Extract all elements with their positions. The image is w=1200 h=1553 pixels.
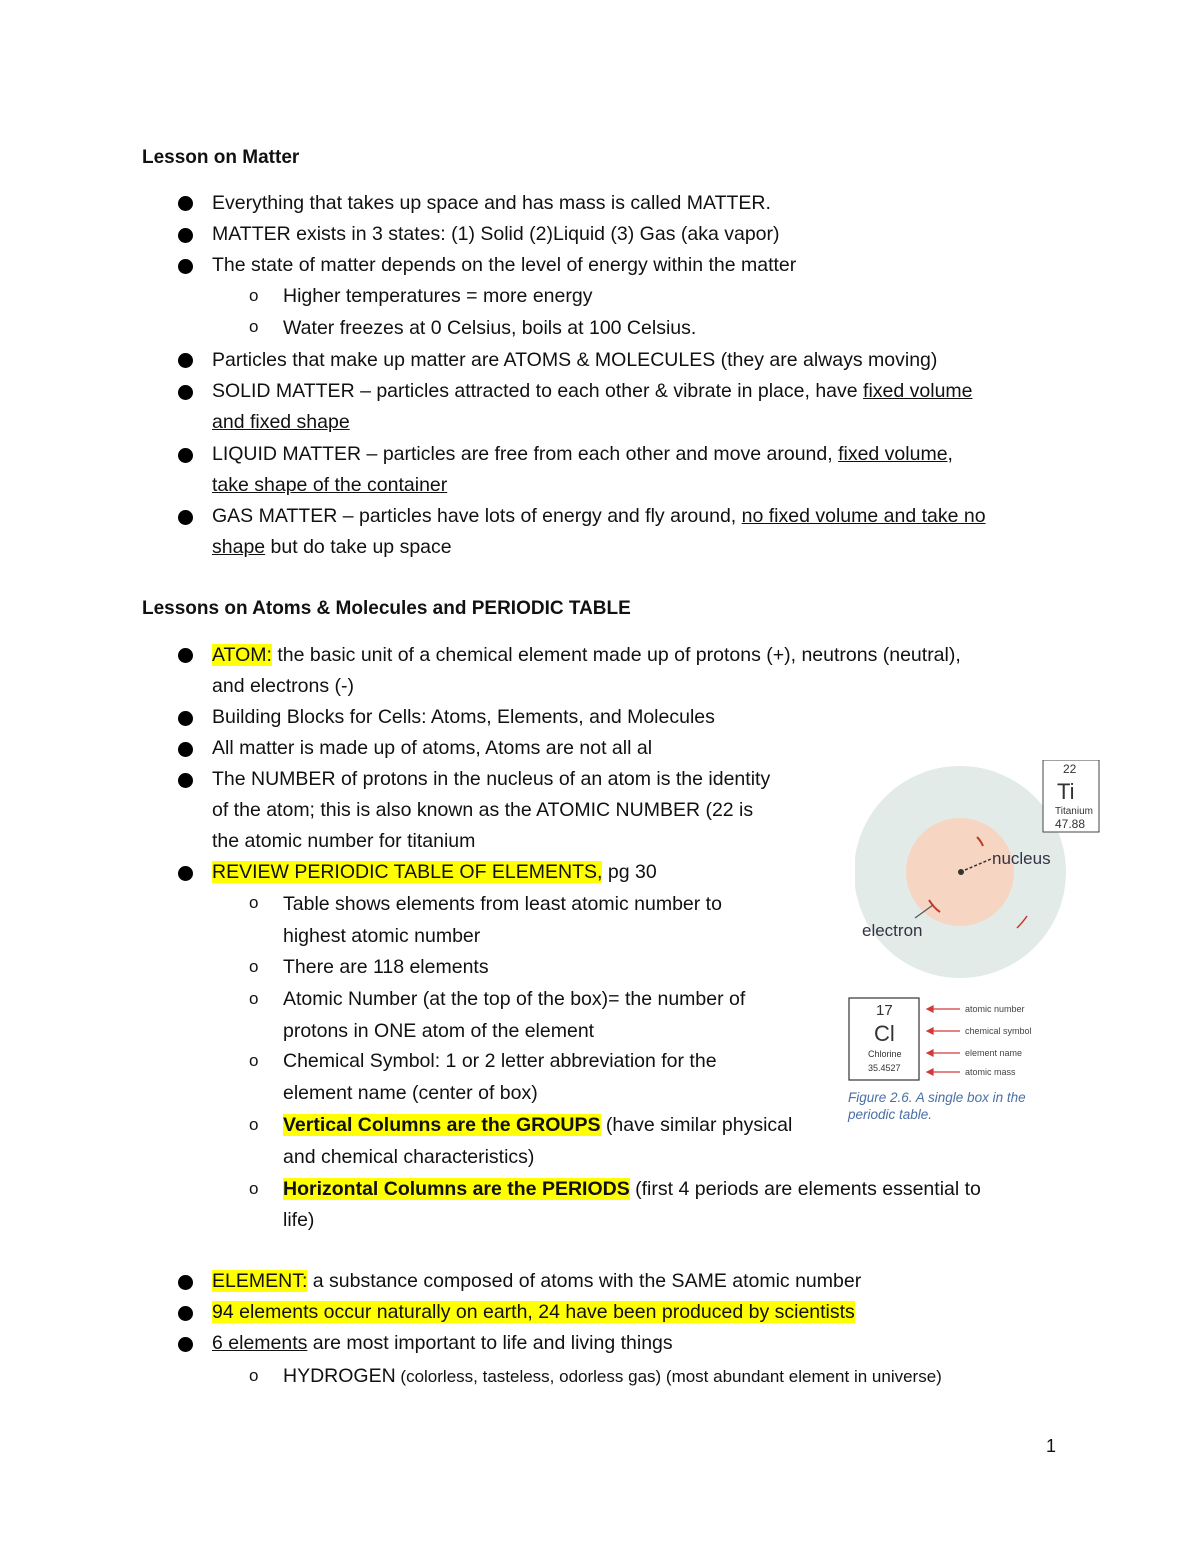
underlined-text: take shape of the container — [212, 474, 448, 496]
ti-symbol: Ti — [1057, 779, 1075, 804]
electron-label: electron — [862, 921, 923, 940]
list-item — [212, 504, 986, 528]
text-run: (first 4 periods are elements essential to — [629, 1178, 981, 1200]
list-item — [212, 1331, 673, 1355]
sub-list-item-continuation: highest atomic number — [283, 925, 481, 947]
sub-list-item — [283, 1177, 981, 1201]
label-chemical-symbol: chemical symbol — [965, 1026, 1032, 1036]
sub-list-item-continuation: and chemical characteristics) — [283, 1146, 535, 1168]
list-item: The state of matter depends on the level of energy within the matter — [212, 254, 797, 276]
section-heading-atoms: Lessons on Atoms & Molecules and PERIODIC TABLE — [142, 598, 631, 619]
list-item — [212, 860, 657, 884]
highlighted-text: ELEMENT: — [212, 1270, 308, 1292]
underlined-text: fixed volume, — [838, 443, 953, 465]
sub-list-item: There are 118 elements — [283, 956, 489, 978]
list-item-continuation — [212, 535, 452, 559]
atom-diagram — [855, 760, 1105, 980]
list-item — [212, 442, 953, 466]
bullet-dot — [178, 773, 193, 788]
cl-atomic-number: 17 — [876, 1002, 893, 1019]
highlighted-text: 94 elements occur naturally on earth, 24 have been produced by scientists — [212, 1301, 855, 1323]
sub-list-item — [283, 1113, 792, 1137]
sub-list-item: Atomic Number (at the top of the box)= the number of — [283, 988, 746, 1010]
sub-bullet-circle: o — [249, 893, 259, 912]
bullet-dot — [178, 711, 193, 726]
list-item-continuation: the atomic number for titanium — [212, 830, 476, 852]
sub-list-item-continuation: life) — [283, 1209, 315, 1231]
sub-bullet-circle: o — [249, 317, 259, 336]
list-item: Particles that make up matter are ATOMS & MOLECULES (they are always moving) — [212, 349, 938, 371]
bullet-dot — [178, 196, 193, 211]
sub-list-item: Higher temperatures = more energy — [283, 285, 593, 307]
underlined-text: and fixed shape — [212, 411, 350, 433]
text-run: (have similar physical — [600, 1114, 793, 1136]
figure-caption — [848, 1089, 1026, 1123]
text-run: SOLID MATTER – particles attracted to each other & vibrate in place, have — [212, 380, 864, 402]
bullet-dot — [178, 1275, 193, 1290]
sub-bullet-circle: o — [249, 1115, 259, 1134]
sub-list-item: Chemical Symbol: 1 or 2 letter abbreviation for the — [283, 1050, 717, 1072]
text-run: GAS MATTER – particles have lots of energy and fly around, — [212, 505, 742, 527]
list-item: The NUMBER of protons in the nucleus of an atom is the identity — [212, 768, 771, 790]
list-item — [212, 379, 973, 403]
list-item: Everything that takes up space and has mass is called MATTER. — [212, 192, 771, 214]
bullet-dot — [178, 1306, 193, 1321]
bullet-dot — [178, 228, 193, 243]
caption-line: Figure 2.6. A single box in the — [848, 1090, 1026, 1105]
text-run: a substance composed of atoms with the SAME atomic number — [307, 1270, 862, 1292]
arrowhead-icon — [927, 1069, 933, 1075]
caption-line: periodic table. — [848, 1107, 933, 1122]
bullet-dot — [178, 259, 193, 274]
nucleus-dot — [958, 869, 964, 875]
element-box-diagram — [848, 997, 1038, 1082]
bullet-dot — [178, 385, 193, 400]
text-run: LIQUID MATTER – particles are free from each other and move around, — [212, 443, 839, 465]
sub-bullet-circle: o — [249, 989, 259, 1008]
list-item — [212, 1269, 861, 1293]
list-item — [212, 1300, 855, 1324]
text-run: are most important to life and living things — [307, 1332, 673, 1354]
list-item — [212, 643, 961, 667]
sub-bullet-circle: o — [249, 957, 259, 976]
bullet-dot — [178, 510, 193, 525]
highlighted-text: Horizontal Columns are the PERIODS — [283, 1178, 630, 1200]
bullet-dot — [178, 448, 193, 463]
list-item-continuation — [212, 473, 447, 497]
sub-bullet-circle: o — [249, 1366, 259, 1385]
cl-mass: 35.4527 — [868, 1063, 901, 1073]
sub-list-item-continuation: element name (center of box) — [283, 1082, 538, 1104]
text-run: pg 30 — [602, 861, 657, 883]
ti-atomic-number: 22 — [1063, 762, 1077, 776]
list-item: MATTER exists in 3 states: (1) Solid (2)Liquid (3) Gas (aka vapor) — [212, 223, 780, 245]
bullet-dot — [178, 1337, 193, 1352]
list-item-continuation — [212, 410, 350, 434]
underlined-text: shape — [212, 536, 266, 558]
highlighted-text: ATOM: — [212, 644, 272, 666]
sub-list-item-continuation: protons in ONE atom of the element — [283, 1020, 595, 1042]
sub-bullet-circle: o — [249, 286, 259, 305]
arrowhead-icon — [927, 1050, 933, 1056]
list-item: All matter is made up of atoms, Atoms are not all al — [212, 737, 653, 759]
sub-bullet-circle: o — [249, 1179, 259, 1198]
text-run: the basic unit of a chemical element made up of protons (+), neutrons (neutral), — [271, 644, 961, 666]
nucleus-label: nucleus — [992, 849, 1051, 868]
arrowhead-icon — [927, 1006, 933, 1012]
bullet-dot — [178, 648, 193, 663]
underlined-text: no fixed volume and take no — [741, 505, 986, 527]
bullet-dot — [178, 866, 193, 881]
arrowhead-icon — [927, 1028, 933, 1034]
underlined-text: 6 elements — [212, 1332, 308, 1354]
highlighted-text: Vertical Columns are the GROUPS — [283, 1114, 601, 1136]
sub-list-item: Table shows elements from least atomic number to — [283, 893, 722, 915]
page-number: 1 — [1046, 1436, 1057, 1456]
label-atomic-mass: atomic mass — [965, 1067, 1016, 1077]
sub-list-item: Water freezes at 0 Celsius, boils at 100 Celsius. — [283, 317, 697, 339]
list-item-continuation: of the atom; this is also known as the ATOMIC NUMBER (22 is — [212, 799, 754, 821]
highlighted-text: REVIEW PERIODIC TABLE OF ELEMENTS, — [212, 861, 603, 883]
list-item-continuation: and electrons (-) — [212, 675, 354, 697]
label-element-name: element name — [965, 1048, 1023, 1058]
sub-list-item — [283, 1364, 942, 1389]
text-run: but do take up space — [265, 536, 452, 558]
cl-name: Chlorine — [868, 1049, 902, 1059]
sub-bullet-circle: o — [249, 1051, 259, 1070]
text-run: HYDROGEN — [283, 1365, 396, 1387]
label-atomic-number: atomic number — [965, 1004, 1025, 1014]
section-heading-matter: Lesson on Matter — [142, 147, 300, 168]
list-item: Building Blocks for Cells: Atoms, Elements, and Molecules — [212, 706, 715, 728]
cl-symbol: Cl — [874, 1021, 895, 1046]
bullet-dot — [178, 742, 193, 757]
ti-name: Titanium — [1055, 806, 1093, 817]
underlined-text: fixed volume — [863, 380, 973, 402]
ti-mass: 47.88 — [1055, 817, 1086, 831]
text-run: (colorless, tasteless, odorless gas) (most abundant element in universe) — [395, 1367, 942, 1386]
bullet-dot — [178, 353, 193, 368]
